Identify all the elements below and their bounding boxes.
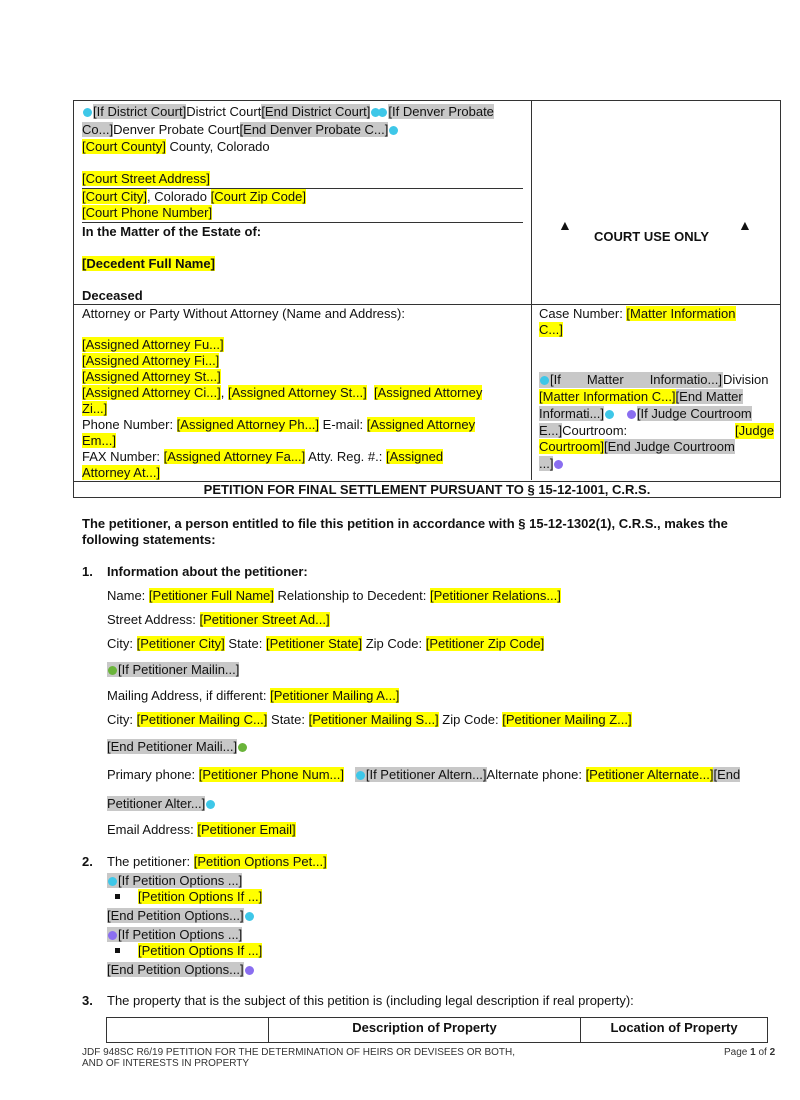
matter-label: In the Matter of the Estate of: xyxy=(82,224,262,239)
petitioner-street-line xyxy=(107,612,330,628)
if-petition-options-1[interactable]: [If Petition Options ...] xyxy=(107,873,242,888)
end-alternate-line xyxy=(107,796,216,812)
end-matter-field-cont[interactable]: Informati...] xyxy=(539,406,605,421)
attorney-phone-field[interactable]: [Assigned Attorney Ph...] xyxy=(176,417,320,432)
intro-text-cont: following statements: xyxy=(82,532,216,547)
if-matter-field[interactable]: [If Matter Informatio...] xyxy=(539,372,723,388)
attorney-firm-field[interactable]: [Assigned Attorney Fi...] xyxy=(82,353,220,368)
zip-label: Zip Code: xyxy=(362,636,426,651)
phone-label: Phone Number: xyxy=(82,417,177,432)
attorney-reg-field-cont[interactable]: Attorney At...] xyxy=(82,465,161,480)
attorney-zip-field[interactable]: [Assigned Attorney xyxy=(373,385,483,400)
mailing-zip-field[interactable]: [Petitioner Mailing Z...] xyxy=(502,712,632,727)
if-mailing-field[interactable]: [If Petitioner Mailin...] xyxy=(107,662,239,677)
court-phone-line xyxy=(82,205,212,221)
email-label: E-mail: xyxy=(319,417,367,432)
end-judge-field-cont[interactable]: ...] xyxy=(539,456,554,471)
section-2-number: 2. xyxy=(82,854,93,869)
courtroom-label: Courtroom: xyxy=(562,423,628,438)
cyan-marker-icon xyxy=(83,108,92,117)
attorney-reg-field[interactable]: [Assigned xyxy=(385,449,444,464)
court-use-only-label: COURT USE ONLY xyxy=(594,229,710,244)
purple-marker-icon xyxy=(554,460,563,469)
end-petition-options-1[interactable]: [End Petition Options...] xyxy=(107,908,244,923)
petition-options-field[interactable]: [Petition Options Pet...] xyxy=(193,854,327,869)
attorney-fax-line xyxy=(82,449,443,465)
court-zip-field[interactable]: [Court Zip Code] xyxy=(210,189,306,204)
section-3-number: 3. xyxy=(82,993,93,1008)
phone-label: Primary phone: xyxy=(107,767,199,782)
attorney-zip-field-cont[interactable]: Zi...] xyxy=(82,401,108,416)
attorney-city-line: [Assigned Attorney Ci...], [Assigned Attorney St...] [Assigned Attorney xyxy=(82,385,483,400)
end-petition-options-2[interactable]: [End Petition Options...] xyxy=(107,962,244,977)
end-alternate-field-cont[interactable]: Petitioner Alter...] xyxy=(107,796,206,811)
divider xyxy=(82,222,523,223)
alternate-phone-field[interactable]: [Petitioner Alternate...] xyxy=(585,767,714,782)
name-label: Name: xyxy=(107,588,149,603)
mailing-city-line xyxy=(107,712,632,728)
deceased-label: Deceased xyxy=(82,288,143,303)
end-denver-field[interactable]: [End Denver Probate C...] xyxy=(239,122,389,137)
end-district-field[interactable]: [End District Court] xyxy=(261,104,371,119)
petitioner-email-field[interactable]: [Petitioner Email] xyxy=(197,822,296,837)
cyan-marker-icon xyxy=(378,108,387,117)
matter-line xyxy=(539,389,743,405)
case-number-line xyxy=(539,306,736,322)
description-header: Description of Property xyxy=(269,1018,581,1042)
property-table xyxy=(106,1017,768,1043)
primary-phone-line xyxy=(107,767,740,783)
table-blank-header xyxy=(107,1018,269,1042)
attorney-email-field[interactable]: [Assigned Attorney xyxy=(366,417,476,432)
primary-phone-field[interactable]: [Petitioner Phone Num...] xyxy=(198,767,345,782)
option-bullet-1 xyxy=(107,889,262,905)
intro-text: The petitioner, a person entitled to file this petition in accordance with § 15-12-1302(1), C.R.S., makes the xyxy=(82,516,728,531)
matter-info-field[interactable]: [Matter Information C...] xyxy=(539,389,676,404)
bullet-icon xyxy=(115,894,120,899)
mailing-city-field[interactable]: [Petitioner Mailing C...] xyxy=(136,712,268,727)
petition-title: PETITION FOR FINAL SETTLEMENT PURSUANT TO § 15-12-1001, C.R.S. xyxy=(74,481,780,498)
court-county-line xyxy=(82,139,270,155)
if-denver-field-cont[interactable]: Co...] xyxy=(82,122,114,137)
cyan-marker-icon xyxy=(389,126,398,135)
city-label: City: xyxy=(107,636,137,651)
case-number-field-cont[interactable]: C...] xyxy=(539,322,563,337)
if-mailing-line xyxy=(107,662,239,678)
attorney-fax-field[interactable]: [Assigned Attorney Fa...] xyxy=(163,449,306,464)
cyan-marker-icon xyxy=(206,800,215,809)
end-matter-field[interactable]: [End Matter xyxy=(675,389,743,404)
if-alternate-field[interactable]: [If Petitioner Altern...] xyxy=(355,767,487,782)
attorney-email-field-cont[interactable]: Em...] xyxy=(82,433,116,448)
attorney-city-field[interactable]: [Assigned Attorney Ci...] xyxy=(82,385,221,400)
mailing-state-field[interactable]: [Petitioner Mailing S...] xyxy=(308,712,439,727)
cyan-marker-icon xyxy=(245,912,254,921)
court-line-2 xyxy=(82,122,399,138)
court-county-field[interactable]: [Court County] xyxy=(82,139,166,154)
petition-options-line xyxy=(107,854,327,870)
petitioner-city-field[interactable]: [Petitioner City] xyxy=(136,636,225,651)
petitioner-label: The petitioner: xyxy=(107,854,194,869)
cyan-marker-icon xyxy=(108,877,117,886)
denver-probate-text: Denver Probate Court xyxy=(113,122,240,137)
cyan-marker-icon xyxy=(540,376,549,385)
page-number: Page 1 of 2 xyxy=(724,1047,776,1058)
petitioner-zip-field[interactable]: [Petitioner Zip Code] xyxy=(425,636,545,651)
petitioner-name-field[interactable]: [Petitioner Full Name] xyxy=(148,588,274,603)
petitioner-state-field[interactable]: [Petitioner State] xyxy=(265,636,363,651)
triangle-left-icon: ▲ xyxy=(558,217,572,233)
courtroom-line xyxy=(539,423,775,439)
attorney-cell xyxy=(74,305,532,480)
purple-marker-icon xyxy=(627,410,636,419)
district-court-text: District Court xyxy=(186,104,262,119)
court-city-field[interactable]: [Court City] xyxy=(82,189,148,204)
decedent-name-field[interactable]: [Decedent Full Name] xyxy=(82,256,215,271)
if-denver-field[interactable]: [If Denver Probate xyxy=(388,104,494,119)
division-label: Division xyxy=(723,372,769,387)
caption-box xyxy=(73,100,781,498)
court-info-cell xyxy=(74,101,532,305)
footer-form-id: JDF 948SC R6/19 PETITION FOR THE DETERMINATION OF HEIRS OR DEVISEES OR BOTH, xyxy=(82,1047,516,1058)
if-judge-field[interactable]: [If Judge Courtroom xyxy=(636,406,752,421)
petitioner-name-line xyxy=(107,588,561,604)
purple-marker-icon xyxy=(245,966,254,975)
case-number-field[interactable]: [Matter Information xyxy=(626,306,736,321)
end-mailing-line xyxy=(107,739,248,755)
end-alternate-field[interactable]: [End xyxy=(713,767,741,782)
attorney-state-field[interactable]: [Assigned Attorney St...] xyxy=(227,385,367,400)
judge-courtroom-field-cont[interactable]: Courtroom] xyxy=(539,439,605,454)
court-phone-field[interactable]: [Court Phone Number] xyxy=(82,205,213,220)
judge-line xyxy=(539,406,752,422)
email-line xyxy=(107,822,296,838)
fax-label: FAX Number: xyxy=(82,449,164,464)
petitioner-street-field[interactable]: [Petitioner Street Ad...] xyxy=(199,612,330,627)
county-suffix: County, Colorado xyxy=(165,139,270,154)
court-city-line xyxy=(82,189,306,205)
green-marker-icon xyxy=(108,666,117,675)
relationship-field[interactable]: [Petitioner Relations...] xyxy=(430,588,561,603)
city-label: City: xyxy=(107,712,137,727)
judge-courtroom-field[interactable]: [Judge xyxy=(735,423,775,438)
mailing-label: Mailing Address, if different: xyxy=(107,688,271,703)
section-1-heading: Information about the petitioner: xyxy=(107,564,308,579)
state-label: State: xyxy=(267,712,309,727)
division-line xyxy=(539,372,775,388)
court-line-1 xyxy=(82,104,494,120)
cyan-marker-icon xyxy=(356,771,365,780)
attorney-label: Attorney or Party Without Attorney (Name and Address): xyxy=(82,306,405,321)
case-number-label: Case Number: xyxy=(539,306,627,321)
petitioner-city-line xyxy=(107,636,544,652)
petition-option-1-field[interactable]: [Petition Options If ...] xyxy=(138,889,263,904)
end-judge-field[interactable]: [End Judge Courtroom xyxy=(604,439,735,454)
mailing-address-field[interactable]: [Petitioner Mailing A...] xyxy=(270,688,400,703)
alternate-label: Alternate phone: xyxy=(486,767,586,782)
attorney-phone-line xyxy=(82,417,475,433)
decedent-line xyxy=(82,256,215,272)
location-header: Location of Property xyxy=(610,1020,738,1035)
bullet-icon xyxy=(115,948,120,953)
green-marker-icon xyxy=(238,743,247,752)
court-use-cell xyxy=(532,101,781,305)
triangle-right-icon: ▲ xyxy=(738,217,752,233)
attorney-street-field[interactable]: [Assigned Attorney St...] xyxy=(82,369,221,384)
property-text: The property that is the subject of this petition is (including legal description if real property): xyxy=(107,993,634,1008)
option-bullet-2 xyxy=(107,943,262,959)
if-petition-options-2[interactable]: [If Petition Options ...] xyxy=(107,927,242,942)
if-district-field[interactable]: [If District Court] xyxy=(93,104,187,119)
street-label: Street Address: xyxy=(107,612,200,627)
colorado-text: , Colorado xyxy=(147,189,211,204)
footer-form-id-cont: AND OF INTERESTS IN PROPERTY xyxy=(82,1058,250,1069)
purple-marker-icon xyxy=(108,931,117,940)
attorney-name-field[interactable]: [Assigned Attorney Fu...] xyxy=(82,337,224,352)
end-mailing-field[interactable]: [End Petitioner Maili...] xyxy=(107,739,238,754)
section-1-number: 1. xyxy=(82,564,93,579)
court-street-field[interactable]: [Court Street Address] xyxy=(82,171,210,186)
end-judge-line xyxy=(539,439,735,455)
reg-label: Atty. Reg. #.: xyxy=(305,449,386,464)
court-street-line xyxy=(82,171,210,187)
petition-option-2-field[interactable]: [Petition Options If ...] xyxy=(138,943,263,958)
case-number-cell xyxy=(532,305,781,480)
cyan-marker-icon xyxy=(605,410,614,419)
state-label: State: xyxy=(224,636,266,651)
zip-label: Zip Code: xyxy=(438,712,503,727)
if-judge-field-cont[interactable]: E...] xyxy=(539,423,563,438)
email-label: Email Address: xyxy=(107,822,198,837)
mailing-address-line xyxy=(107,688,399,704)
relationship-label: Relationship to Decedent: xyxy=(273,588,431,603)
